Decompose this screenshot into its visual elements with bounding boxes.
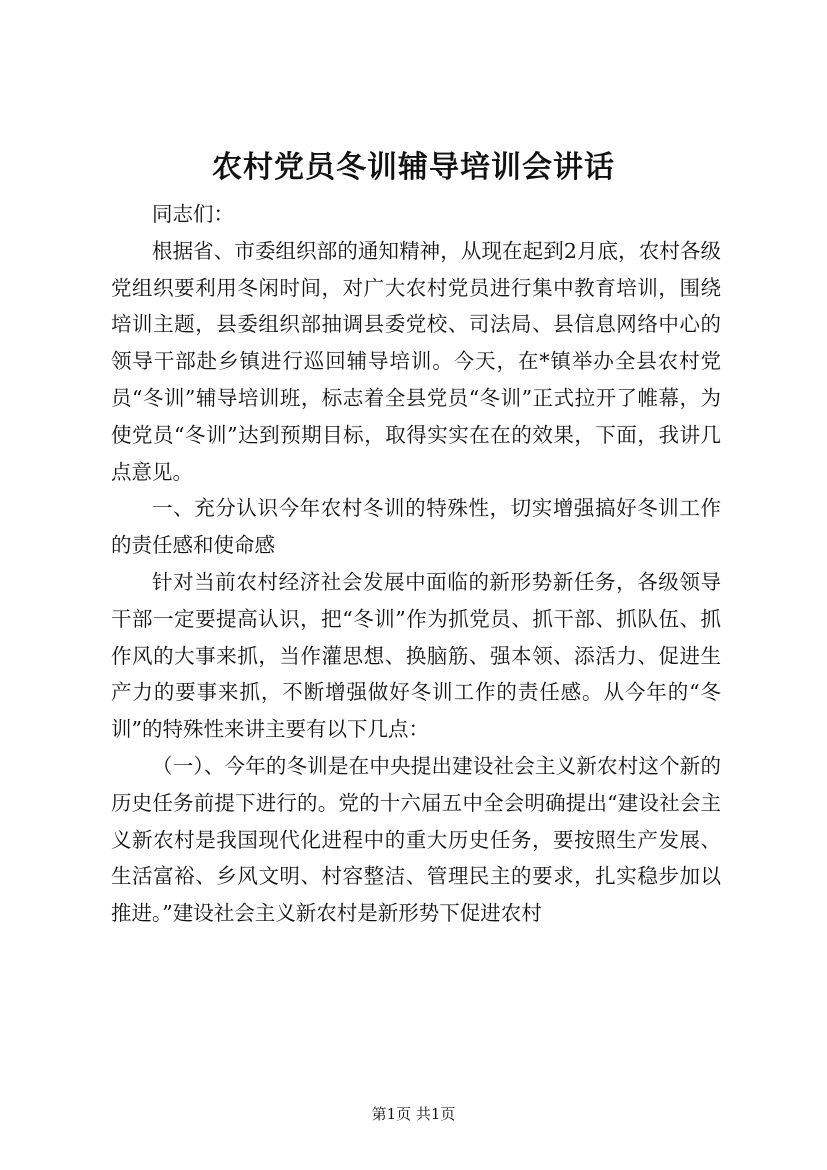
- document-title: 农村党员冬训辅导培训会讲话: [212, 150, 615, 185]
- page-footer: 第1页 共1页: [371, 1105, 456, 1123]
- section-heading-1: 一、充分认识今年农村冬训的特殊性，切实增强搞好冬训工作的责任感和使命感: [111, 496, 721, 558]
- paragraph-section-1: 针对当前农村经济社会发展中面临的新形势新任务，各级领导干部一定要提高认识，把“冬训”作为抓党员、抓干部、抓队伍、抓作风的大事来抓，当作灌思想、换脑筋、强本领、添活力、促进生产力的要事来抓，不断增强做好冬训工作的责任感。从今年的“冬训”的特殊性来讲主要有以下几点：: [111, 569, 721, 742]
- paragraph-intro: 根据省、市委组织部的通知精神，从现在起到2月底，农村各级党组织要利用冬闲时间，对广大农村党员进行集中教育培训，围绕培训主题，县委组织部抽调县委党校、司法局、县信息网络中心的领导干部赴乡镇进行巡回辅导培训。今天，在*镇举办全县农村党员“冬训”辅导培训班，标志着全县党员“冬训”正式拉开了帷幕，为使党员“冬训”达到预期目标，取得实实在在的效果，下面，我讲几点意见。: [111, 238, 721, 484]
- salutation: 同志们：: [152, 202, 234, 226]
- paragraph-subsection-1: （一）、今年的冬训是在中央提出建设社会主义新农村这个新的历史任务前提下进行的。党的十六届五中全会明确提出“建设社会主义新农村是我国现代化进程中的重大历史任务，要按照生产发展、生活富裕、乡风文明、村容整洁、管理民主的要求，扎实稳步加以推进。”建设社会主义新农村是新形势下促进农村: [111, 753, 721, 926]
- document-body: [111, 196, 721, 932]
